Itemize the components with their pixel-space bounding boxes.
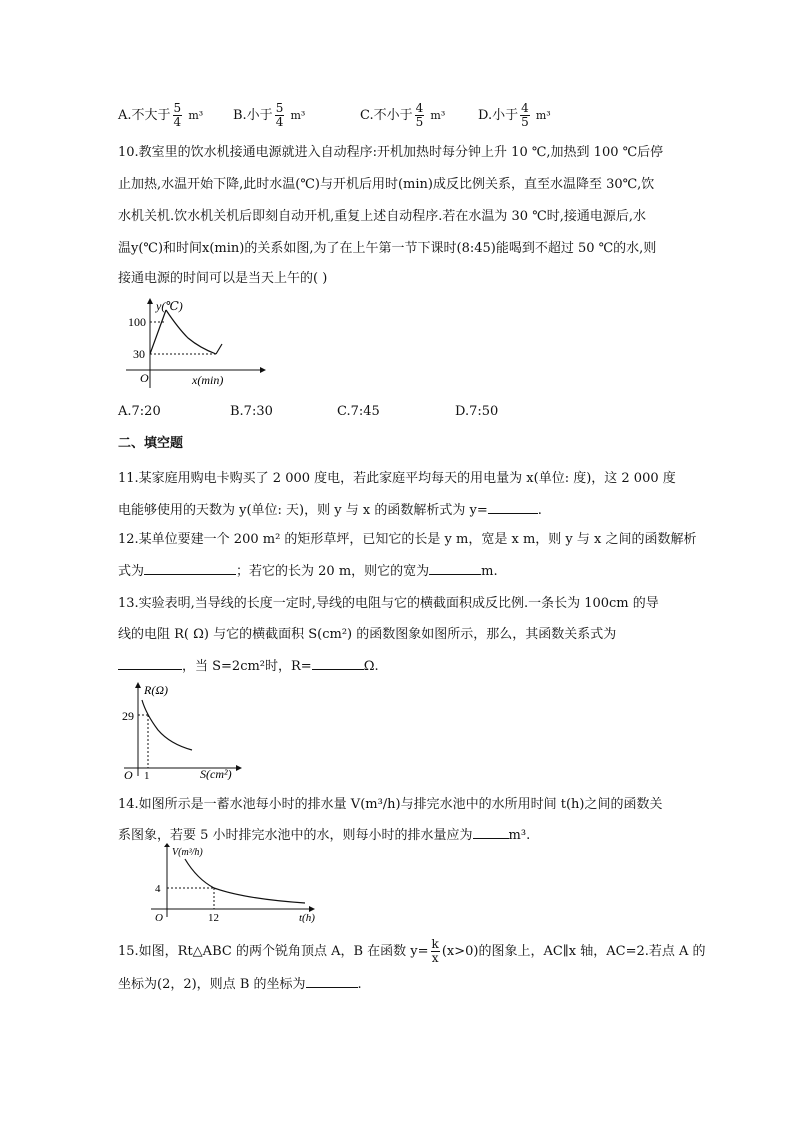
y-tick-100: 100 <box>128 315 146 329</box>
q10-option-c: C.7:45 <box>337 404 380 419</box>
q10-line-1: 10.教室里的饮水机接通电源就进入自动程序:开机加热时每分钟上升 10 ℃,加热到 100 ℃后停 <box>118 145 664 160</box>
q13-text: ，当 S=2cm²时，R= <box>182 659 312 674</box>
q13-line-1: 13.实验表明,当导线的长度一定时,导线的电阻与它的横截面积成反比例.一条长为 100cm 的导 <box>118 596 659 611</box>
section-title: 二、填空题 <box>118 436 184 451</box>
option-text: C.不小于 <box>360 108 413 123</box>
unit: m³ <box>535 109 551 122</box>
q10-option-d: D.7:50 <box>455 404 499 419</box>
q10-line-4: 温y(℃)和时间x(min)的关系如图,为了在上午第一节下课时(8:45)能喝到不超过 50 ℃的水,则 <box>118 241 657 256</box>
x-axis-label: S(cm²) <box>200 767 232 780</box>
q11-line-2: 电能够使用的天数为 y(单位: 天)，则 y 与 x 的函数解析式为 y= . <box>118 500 542 520</box>
q15-text: 15.如图，Rt△ABC 的两个锐角顶点 A，B 在函数 y= <box>118 944 429 959</box>
q12-text: 式为 <box>118 564 145 579</box>
q11-line-1: 11.某家庭用购电卡购买了 2 000 度电，若此家庭平均每天的用电量为 x(单位: 度)，这 2 000 度 <box>118 471 676 486</box>
answer-blank[interactable] <box>488 500 538 514</box>
q15-text: 坐标为(2，2)，则点 B 的坐标为 <box>118 977 306 992</box>
origin-label: O <box>124 768 133 780</box>
q9-option-d <box>478 102 551 129</box>
origin-label: O <box>140 371 149 385</box>
q14-line-1: 14.如图所示是一蓄水池每小时的排水量 V(m³/h)与排完水池中的水所用时间 t(h)之间的函数关 <box>118 797 663 812</box>
y-axis-label: R(Ω) <box>144 683 168 697</box>
q13-graph <box>118 680 248 780</box>
q10-option-b: B.7:30 <box>230 404 273 419</box>
origin-label: O <box>155 912 163 923</box>
hyperbola-curve <box>185 859 305 903</box>
y-axis-arrow <box>135 682 141 688</box>
x-axis-label: x(min) <box>192 373 224 387</box>
fraction: $\frac{5}{4}$ <box>173 101 182 129</box>
cooling-curve <box>166 310 216 354</box>
q14-text: 系图象，若要 5 小时排完水池中的水，则每小时的排水量应为 <box>118 828 473 843</box>
option-text: D.小于 <box>478 108 519 123</box>
x-axis-arrow <box>260 367 266 373</box>
answer-blank[interactable] <box>144 561 236 575</box>
x-tick-12: 12 <box>208 912 219 923</box>
answer-blank[interactable] <box>473 825 509 839</box>
q10-line-2: 止加热,水温开始下降,此时水温(℃)与开机后用时(min)成反比例关系，直至水温降至 30℃,饮 <box>118 177 655 192</box>
answer-blank[interactable] <box>118 656 182 670</box>
q9-option-a <box>118 102 203 129</box>
answer-blank[interactable] <box>312 656 364 670</box>
q15-text-b: (x>0)的图象上，AC∥x 轴，AC=2.若点 A 的 <box>441 944 706 959</box>
heating-segment <box>150 310 166 354</box>
option-text: A.不大于 <box>118 108 171 123</box>
fraction: $\frac{4}{5}$ <box>521 101 529 129</box>
y-axis-label: V(m³/h) <box>172 847 203 858</box>
q12-text-b: ；若它的长为 20 m，则它的宽为 <box>236 564 430 579</box>
unit: m³ <box>430 109 446 122</box>
y-axis-arrow <box>164 843 170 847</box>
option-text: B.小于 <box>233 108 273 123</box>
q9-option-c <box>360 102 445 129</box>
q15-line-1 <box>118 938 706 965</box>
fraction: $\frac{k}{x}$ <box>431 937 439 965</box>
answer-blank[interactable] <box>429 561 481 575</box>
q12-line-1: 12.某单位要建一个 200 m² 的矩形草坪，已知它的长是 y m，宽是 x m，则 y 与 x 之间的函数解析 <box>118 532 697 547</box>
y-tick-29: 29 <box>122 709 134 723</box>
x-tick-1: 1 <box>144 770 150 780</box>
q9-option-b <box>233 102 305 129</box>
q14-line-2: 系图象，若要 5 小时排完水池中的水，则每小时的排水量应为 m³. <box>118 825 530 845</box>
answer-blank[interactable] <box>306 974 358 988</box>
q13-line-2: 线的电阻 R( Ω) 与它的横截面积 S(cm²) 的函数图象如图所示，那么，其函数关系式为 <box>118 627 617 642</box>
x-axis-label: t(h) <box>299 912 315 923</box>
q10-line-5: 接通电源的时间可以是当天上午的( ) <box>118 271 328 286</box>
y-axis-label: y(℃) <box>156 299 183 313</box>
unit: m³ <box>290 109 306 122</box>
x-axis-arrow <box>236 765 242 771</box>
q14-graph <box>145 843 325 923</box>
q15-line-2: 坐标为(2，2)，则点 B 的坐标为 . <box>118 974 362 994</box>
y-tick-30: 30 <box>133 347 145 361</box>
hyperbola-curve <box>142 700 192 750</box>
q10-line-3: 水机关机.饮水机关机后即刻自动开机,重复上述自动程序.若在水温为 30 ℃时,接通电源后,水 <box>118 209 647 224</box>
fraction: $\frac{4}{5}$ <box>415 101 424 129</box>
q13-line-3: ，当 S=2cm²时，R= Ω. <box>118 656 379 676</box>
q10-graph <box>118 296 268 392</box>
q12-line-2: 式为 ；若它的长为 20 m，则它的宽为 m. <box>118 561 498 581</box>
y-axis-arrow <box>147 298 153 304</box>
unit: m³ <box>188 109 204 122</box>
q10-option-a: A.7:20 <box>118 404 161 419</box>
fraction: $\frac{5}{4}$ <box>275 101 284 129</box>
y-tick-4: 4 <box>155 883 161 895</box>
reheat-segment <box>216 344 222 354</box>
q11-text: 电能够使用的天数为 y(单位: 天)，则 y 与 x 的函数解析式为 y= <box>118 503 488 518</box>
